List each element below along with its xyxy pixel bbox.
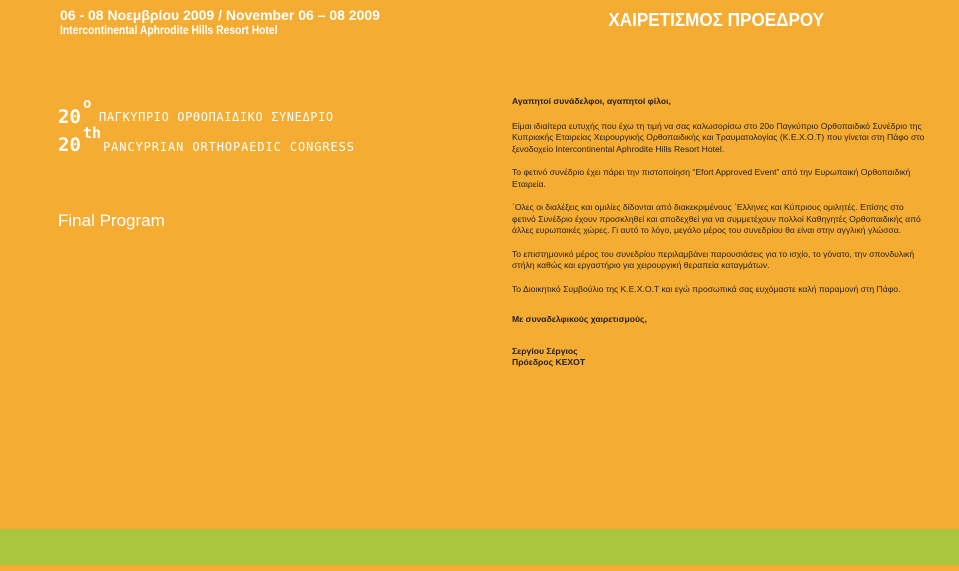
ordinal-english: 20: [58, 134, 81, 156]
president-letter: [512, 96, 928, 369]
ordinal-greek: 20: [58, 106, 81, 128]
section-title: ΧΑΙΡΕΤΙΣΜΟΣ ΠΡΟΕΔΡΟΥ: [608, 10, 824, 30]
letter-paragraph: Το Διοικητικό Συμβούλιο της Κ.Ε.Χ.Ο.Τ και εγώ προσωπικά σας ευχόμαστε καλή παραμονή στη Πάφο.: [512, 283, 901, 294]
final-program-label: Final Program: [58, 211, 165, 230]
congress-venue: Intercontinental Aphrodite Hills Resort Hotel: [60, 23, 278, 37]
letter-paragraph: Το φετινό συνέδριο έχει πάρει την πιστοποίηση “Efort Approved Event” από την Ευρωπαική Ορθοπαιδική Εταιρεία.: [512, 167, 911, 189]
congress-logo: [57, 96, 357, 162]
letter-closing: Με συναδελφικούς χαιρετισμούς,: [512, 314, 647, 324]
footer-strip: [0, 565, 959, 571]
congress-name-english: PANCYPRIAN ORTHOPAEDIC CONGRESS: [103, 140, 355, 154]
ordinal-greek-suffix: o: [83, 96, 92, 112]
letter-greeting: Αγαπητοί συνάδελφοι, αγαπητοί φίλοι,: [512, 96, 671, 106]
signature-title: Πρόεδρος ΚΕΧΟΤ: [512, 357, 586, 367]
letter-paragraph: ΄Ολες οι διαλέξεις και ομιλίες δίδονται από διακεκριμένους ΄Ελληνες και Κύπριους ομιλητές. Επίσης στο φετινό Συνέδριο έχουν προσκληθεί και αποδεχθεί για να συμμετέχουν πολλοί Καθηγητές Ορθοπαιδικής από άλλες ευρωπαικές χώρες. Γι αυτό το λόγο, μεγάλο μέρος του συνεδρίου θα είναι στην αγγλική γλώσσα.: [512, 202, 921, 235]
letter-paragraph: Το επιστημονικό μέρος του συνεδρίου περιλαμβάνει παρουσιάσεις για το ισχίο, το γόνατο, την σπονδυλική στήλη καθώς και εργαστήριο για χειρουργική θεραπεία καταγμάτων.: [512, 248, 915, 270]
page-header: [0, 0, 959, 42]
footer-band: [0, 529, 959, 565]
signature-name: Σεργίου Σέργιος: [512, 345, 578, 356]
congress-dates: 06 - 08 Νοεμβρίου 2009 / November 06 – 08 2009: [60, 7, 380, 23]
letter-paragraph: Είμαι ιδιαίτερα ευτυχής που έχω τη τιμή να σας καλωσορίσω στο 20ο Παγκύπριο Ορθοπαιδικό Συνέδριο της Κυπριακής Εταιρείας Χειρουργικής Ορθοπαιδικής και Τραυματολογίας (Κ.Ε.Χ.Ο.Τ) που γίνεται στη Πάφο στο ξενοδοχείο Intercontinental Aphrodite Hills Resort Hotel.: [512, 120, 925, 154]
congress-name-greek: ΠΑΓΚΥΠΡΙΟ ΟΡΘΟΠΑΙΔΙΚΟ ΣΥΝΕΔΡΙΟ: [99, 110, 334, 124]
ordinal-english-suffix: th: [83, 124, 102, 142]
